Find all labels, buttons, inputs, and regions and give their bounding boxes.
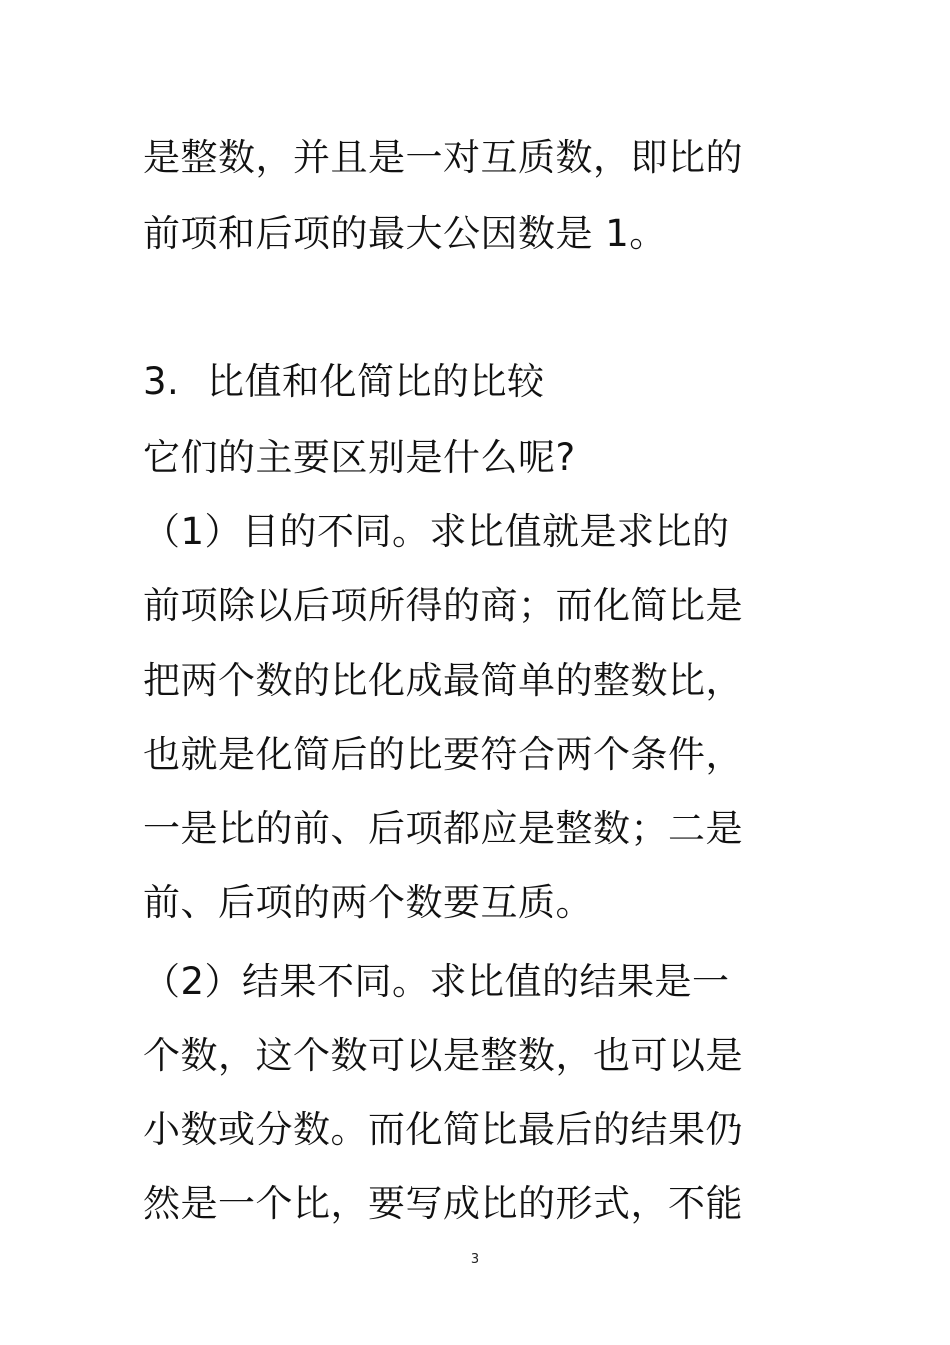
section-heading-title: 比值和化简比的比较 <box>207 360 545 403</box>
text-line-8: 也就是化简后的比要符合两个条件， <box>143 733 743 776</box>
text-line-14: 然是一个比，要写成比的形式，不能 <box>143 1182 743 1225</box>
text-line-10: 前、后项的两个数要互质。 <box>143 881 593 924</box>
text-line-5: （1）目的不同。求比值就是求比的 <box>143 510 730 553</box>
text-line-6: 前项除以后项所得的商；而化简比是 <box>143 584 743 627</box>
text-line-12: 个数，这个数可以是整数，也可以是 <box>143 1034 743 1077</box>
text-line-4: 它们的主要区别是什么呢? <box>143 436 576 479</box>
page-number: 3 <box>470 1252 480 1267</box>
text-line-9: 一是比的前、后项都应是整数；二是 <box>143 807 743 850</box>
section-heading-number: 3. <box>143 360 180 403</box>
text-line-2: 前项和后项的最大公因数是 1。 <box>143 212 667 255</box>
text-line-1: 是整数，并且是一对互质数，即比的 <box>143 136 743 179</box>
section-heading <box>143 356 783 408</box>
text-line-13: 小数或分数。而化简比最后的结果仍 <box>143 1108 743 1151</box>
text-line-7: 把两个数的比化成最简单的整数比， <box>143 659 743 702</box>
text-line-11: （2）结果不同。求比值的结果是一 <box>143 960 730 1003</box>
